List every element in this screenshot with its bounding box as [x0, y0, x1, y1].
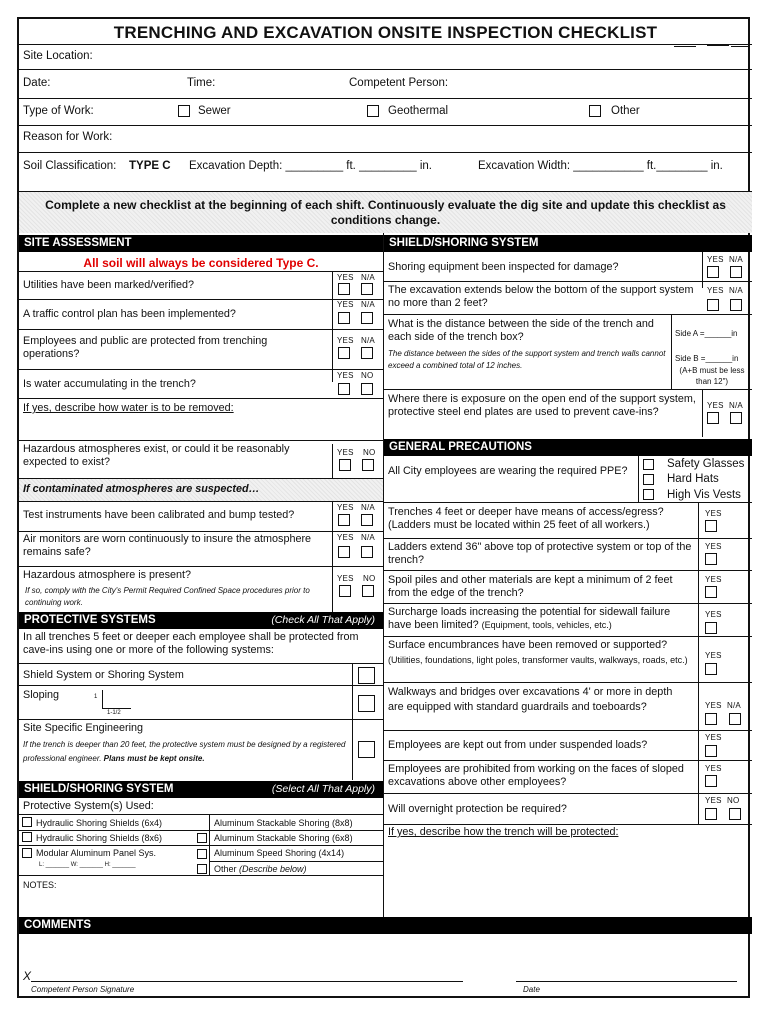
present-no-checkbox[interactable] [362, 585, 374, 597]
na-label: N/A [729, 401, 743, 410]
shield-select-title: SHIELD/SHORING SYSTEM [24, 783, 174, 795]
sloping-option: Sloping [23, 689, 60, 701]
access-egress-question: Trenches 4 feet or deeper have means of access/egress? (Ladders must be located within 25 feet of all workers.) [388, 506, 664, 532]
overnight-yes-checkbox[interactable] [705, 808, 717, 820]
comments-header: COMMENTS [19, 917, 752, 934]
na-label: N/A [361, 503, 375, 512]
hyd-8x6-checkbox[interactable] [22, 832, 32, 842]
stack-8x8-label: Aluminum Stackable Shoring (8x8) [214, 818, 353, 828]
hard-hats-checkbox[interactable] [643, 474, 654, 485]
employees-protected-question: Employees and public are protected from trenching operations? [23, 335, 268, 361]
surcharge-text: Surcharge loads increasing the potential for sidewall failure have been limited? [388, 606, 671, 632]
walkways-question: Walkways and bridges over excavations 4' or more in depth are equipped with standard guardrails and toeboards? [388, 686, 673, 713]
end-plates-na-checkbox[interactable] [730, 412, 742, 424]
na-label: N/A [727, 701, 741, 710]
walkways-na-checkbox[interactable] [729, 713, 741, 725]
engineering-checkbox[interactable] [358, 741, 375, 758]
overnight-question: Will overnight protection be required? [388, 803, 567, 815]
walkways-yes-checkbox[interactable] [705, 713, 717, 725]
contaminated-subheader: If contaminated atmospheres are suspected… [19, 479, 383, 501]
shield-shoring-option: Shield System or Shoring System [23, 669, 184, 681]
engineering-note-text: If the trench is deeper than 20 feet, the protective system must be designed by a registered professional engineer. [23, 740, 346, 763]
distance-note: The distance between the sides of the support system and trench walls cannot exceed a combined total of 12 inches. [388, 349, 666, 370]
overnight-describe-prompt: If yes, describe how the trench will be protected: [388, 826, 619, 838]
modular-dimensions[interactable]: L: _______ W: _______ H: _______ [39, 862, 136, 868]
calibrated-yes-checkbox[interactable] [338, 514, 350, 526]
calibrated-na-checkbox[interactable] [361, 514, 373, 526]
distance-question: What is the distance between the side of the trench and each side of the trench box? [388, 318, 654, 344]
below-yes-checkbox[interactable] [707, 299, 719, 311]
sloping-checkbox[interactable] [358, 695, 375, 712]
surcharge-note: (Equipment, tools, vehicles, etc.) [481, 620, 612, 631]
yes-label: YES [705, 701, 722, 710]
spoil-piles-question: Spoil piles and other materials are kept a minimum of 2 feet from the edge of the trench? [388, 574, 673, 600]
no-label: NO [363, 574, 376, 583]
excavation-depth[interactable]: Excavation Depth: _________ ft. _________ in. [189, 160, 432, 172]
na-label: N/A [361, 533, 375, 542]
yes-label: YES [337, 336, 354, 345]
yes-label: YES [337, 273, 354, 282]
hyd-6x4-checkbox[interactable] [22, 817, 32, 827]
protected-yes-checkbox[interactable] [338, 347, 350, 359]
reason-label: Reason for Work: [23, 131, 113, 143]
other-system-label [214, 864, 307, 874]
geothermal-checkbox[interactable] [367, 105, 379, 117]
ppe-question: All City employees are wearing the required PPE? [388, 465, 628, 477]
utilities-na-checkbox[interactable] [361, 283, 373, 295]
safety-glasses-label: Safety Glasses [667, 458, 745, 470]
confined-space-note: If so, comply with the City's Permit Required Confined Space procedures prior to continuing work. [25, 586, 310, 607]
excavation-below-question: The excavation extends below the bottom of the support system no more than 2 feet? [388, 284, 694, 310]
other-system-checkbox[interactable] [197, 864, 207, 874]
signature-label: Competent Person Signature [31, 985, 135, 994]
spoil-yes-checkbox[interactable] [705, 586, 717, 598]
na-label: N/A [729, 255, 743, 264]
yes-label: YES [705, 651, 722, 660]
stack-6x8-checkbox[interactable] [197, 833, 207, 843]
hi-vis-label: High Vis Vests [667, 489, 741, 501]
yes-label: YES [705, 509, 722, 518]
yes-label: YES [707, 401, 724, 410]
ladders-extend-question: Ladders extend 36" above top of protective system or top of the trench? [388, 541, 692, 567]
monitors-na-checkbox[interactable] [361, 546, 373, 558]
date-signature-label: Date [523, 985, 540, 994]
modular-panel-label: Modular Aluminum Panel Sys. [36, 848, 157, 858]
no-label: NO [361, 371, 374, 380]
hyd-6x4-label: Hydraulic Shoring Shields (6x4) [36, 818, 163, 828]
no-label: NO [363, 448, 376, 457]
other-label: Other [214, 864, 237, 874]
traffic-yes-checkbox[interactable] [338, 312, 350, 324]
protected-na-checkbox[interactable] [361, 347, 373, 359]
utilities-marked-question: Utilities have been marked/verified? [23, 279, 195, 291]
engineering-note [23, 738, 348, 766]
yes-label: YES [705, 575, 722, 584]
hazard-no-checkbox[interactable] [362, 459, 374, 471]
access-yes-checkbox[interactable] [705, 520, 717, 532]
yes-label: YES [337, 533, 354, 542]
general-precautions-header: GENERAL PRECAUTIONS [384, 439, 752, 456]
shield-select-header [19, 781, 383, 798]
hyd-8x6-label: Hydraulic Shoring Shields (8x6) [36, 833, 163, 843]
excavation-width[interactable]: Excavation Width: ___________ ft.________ in. [478, 160, 723, 172]
other-work-label: Other [611, 105, 640, 117]
protective-systems-header [19, 612, 383, 629]
notes-label: NOTES: [23, 880, 57, 890]
instruction-banner: Complete a new checklist at the beginning of each shift. Continuously evaluate the dig site and update this checklist as conditions change. [19, 192, 752, 233]
select-all-note: (Select All That Apply) [271, 783, 375, 795]
stack-6x8-label: Aluminum Stackable Shoring (6x8) [214, 833, 353, 843]
instruments-calibrated-question: Test instruments have been calibrated and bump tested? [23, 509, 295, 521]
speed-shoring-label: Aluminum Speed Shoring (4x14) [214, 848, 345, 858]
soil-class-value: TYPE C [129, 160, 171, 172]
slope-rise: 1 [94, 694, 98, 700]
na-label: N/A [729, 286, 743, 295]
yes-label: YES [705, 610, 722, 619]
ab-rule: (A+B must be less than 12") [679, 366, 745, 386]
side-a-field[interactable]: Side A =______in [675, 329, 738, 338]
yes-label: YES [337, 300, 354, 309]
end-plates-yes-checkbox[interactable] [707, 412, 719, 424]
yes-label: YES [705, 542, 722, 551]
time-label: Time: [187, 77, 216, 89]
modular-panel-checkbox[interactable] [22, 848, 32, 858]
ladders-yes-checkbox[interactable] [705, 553, 717, 565]
yes-label: YES [705, 733, 722, 742]
type-c-notice: All soil will always be considered Type C. [83, 256, 319, 270]
safety-glasses-checkbox[interactable] [643, 459, 654, 470]
side-b-field[interactable]: Side B =______in [675, 354, 739, 363]
geothermal-label: Geothermal [388, 105, 449, 117]
speed-shoring-checkbox[interactable] [197, 849, 207, 859]
hazard-yes-checkbox[interactable] [339, 459, 351, 471]
monitors-yes-checkbox[interactable] [338, 546, 350, 558]
systems-used-label: Protective System(s) Used: [23, 800, 154, 812]
encumbrances-yes-checkbox[interactable] [705, 663, 717, 675]
slope-run: 1-1/2 [107, 710, 121, 716]
end-plates-question: Where there is exposure on the open end of the support system, protective steel end plates are used to prevent cave-ins? [388, 393, 696, 419]
yes-label: YES [337, 503, 354, 512]
water-no-checkbox[interactable] [361, 383, 373, 395]
water-yes-checkbox[interactable] [338, 383, 350, 395]
shield-system-checkbox[interactable] [358, 667, 375, 684]
date-line[interactable] [516, 981, 737, 982]
site-engineering-option: Site Specific Engineering [23, 722, 144, 734]
type-of-work-label: Type of Work: [23, 105, 94, 117]
sewer-checkbox[interactable] [178, 105, 190, 117]
hi-vis-checkbox[interactable] [643, 489, 654, 500]
other-note: (Describe below) [239, 864, 307, 874]
utilities-yes-checkbox[interactable] [338, 283, 350, 295]
soil-class-label: Soil Classification: [23, 160, 117, 172]
encumbrances-question: Surface encumbrances have been removed or supported? [388, 639, 668, 651]
traffic-na-checkbox[interactable] [361, 312, 373, 324]
signature-x: X [23, 969, 32, 983]
site-assessment-header: SITE ASSESSMENT [19, 235, 383, 252]
yes-label: YES [705, 764, 722, 773]
na-label: N/A [361, 300, 375, 309]
surcharge-yes-checkbox[interactable] [705, 622, 717, 634]
yes-label: YES [337, 371, 354, 380]
suspended-yes-checkbox[interactable] [705, 745, 717, 757]
signature-line[interactable] [31, 981, 463, 982]
yes-label: YES [707, 255, 724, 264]
no-label: NO [727, 796, 740, 805]
hazardous-atmosphere-question: Hazardous atmospheres exist, or could it be reasonably expected to exist? [23, 443, 290, 469]
surcharge-question [388, 606, 695, 632]
check-all-note: (Check All That Apply) [271, 614, 375, 626]
protective-intro: In all trenches 5 feet or deeper each employee shall be protected from cave-ins using one or more of the following systems: [23, 631, 359, 657]
present-yes-checkbox[interactable] [339, 585, 351, 597]
encumbrances-note: (Utilities, foundations, light poles, transformer vaults, walkways, roads, etc.) [388, 655, 688, 665]
form-title: TRENCHING AND EXCAVATION ONSITE INSPECTION CHECKLIST [113, 23, 658, 42]
air-monitors-question: Air monitors are worn continuously to insure the atmosphere remains safe? [23, 533, 312, 559]
traffic-plan-question: A traffic control plan has been implemented? [23, 308, 236, 320]
inspected-yes-checkbox[interactable] [707, 266, 719, 278]
below-na-checkbox[interactable] [730, 299, 742, 311]
engineering-note-bold: Plans must be kept onsite. [103, 754, 205, 763]
yes-label: YES [337, 574, 354, 583]
atmosphere-present-question: Hazardous atmosphere is present? [23, 569, 192, 581]
checklist-form [17, 17, 750, 998]
protective-systems-title: PROTECTIVE SYSTEMS [24, 614, 156, 626]
suspended-loads-question: Employees are kept out from under suspended loads? [388, 739, 648, 751]
inspected-na-checkbox[interactable] [730, 266, 742, 278]
other-work-checkbox[interactable] [589, 105, 601, 117]
yes-label: YES [705, 796, 722, 805]
sloped-yes-checkbox[interactable] [705, 775, 717, 787]
water-accumulating-question: Is water accumulating in the trench? [23, 378, 196, 390]
overnight-no-checkbox[interactable] [729, 808, 741, 820]
na-label: N/A [361, 273, 375, 282]
yes-label: YES [337, 448, 354, 457]
na-label: N/A [361, 336, 375, 345]
shoring-inspected-question: Shoring equipment been inspected for damage? [388, 261, 619, 273]
competent-person-label: Competent Person: [349, 77, 449, 89]
hard-hats-label: Hard Hats [667, 473, 719, 485]
site-location-label: Site Location: [23, 50, 93, 62]
sewer-label: Sewer [198, 105, 231, 117]
date-label: Date: [23, 77, 51, 89]
shield-shoring-header: SHIELD/SHORING SYSTEM [384, 235, 752, 252]
sloped-faces-question: Employees are prohibited from working on the faces of sloped excavations above other employees? [388, 763, 684, 789]
water-removal-prompt: If yes, describe how water is to be removed: [23, 402, 234, 414]
yes-label: YES [707, 286, 724, 295]
